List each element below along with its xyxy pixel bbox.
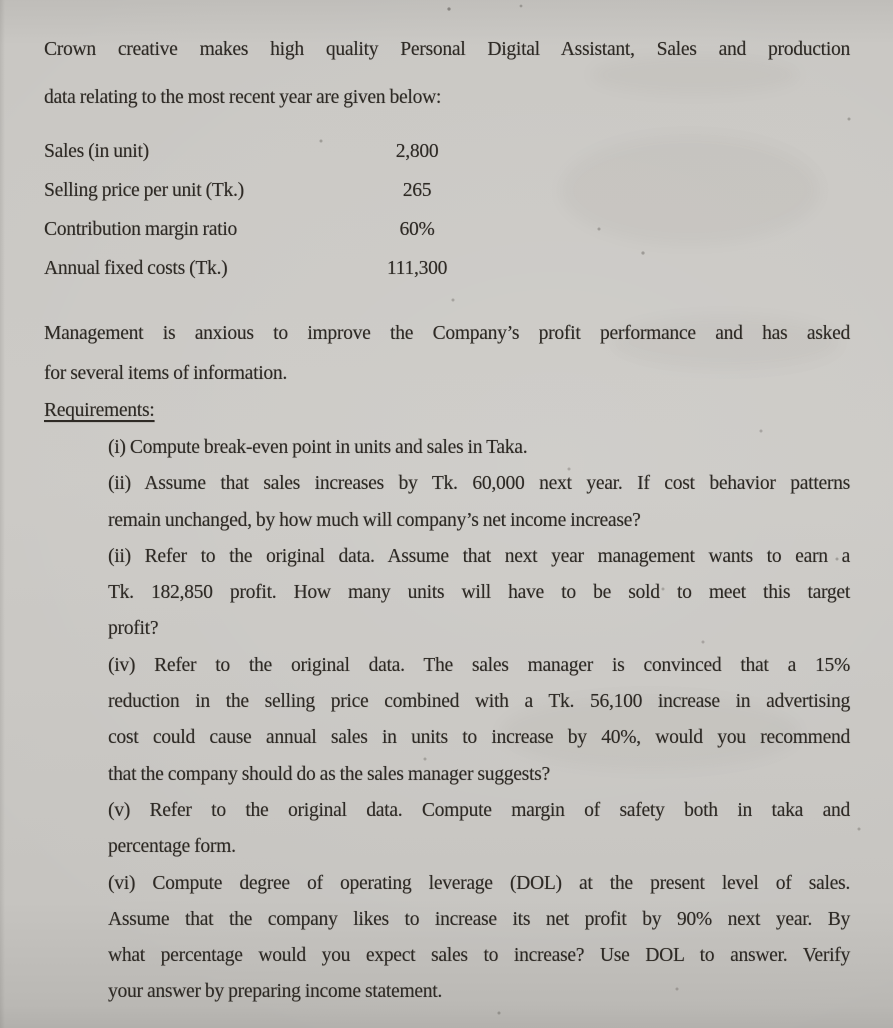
requirement-item — [108, 466, 850, 539]
text-line: what percentage would you expect sales to increase? Use DOL to answer. Verify — [108, 945, 850, 967]
data-row — [44, 249, 850, 288]
requirements-heading: Requirements: — [44, 400, 155, 421]
text-line: (i) Compute break-even point in units and sales in Taka. — [108, 437, 528, 458]
data-row-value: 111,300 — [386, 258, 448, 279]
text-line: your answer by preparing income statement. — [108, 981, 443, 1003]
text-line: (v) Refer to the original data. Compute margin of safety both in taka and — [108, 799, 850, 821]
text-line: remain unchanged, by how much will company’s net income increase? — [108, 509, 641, 531]
data-row — [44, 210, 850, 249]
requirement-item — [108, 430, 850, 466]
text-line: that the company should do as the sales manager suggests? — [108, 763, 550, 785]
data-row-label: Selling price per unit (Tk.) — [44, 180, 244, 201]
data-row — [44, 171, 850, 210]
requirements-list — [108, 430, 850, 1011]
text-line: cost could cause annual sales in units to increase by 40%, would you recommend — [108, 727, 850, 749]
requirement-item — [108, 866, 850, 1011]
requirement-item — [108, 648, 850, 793]
text-line: (ii) Assume that sales increases by Tk. 60,000 next year. If cost behavior patterns — [108, 473, 850, 495]
sales-data-table — [44, 132, 850, 288]
requirements-heading-row — [44, 396, 850, 426]
text-line: Tk. 182,850 profit. How many units will have to be sold to meet this target — [108, 582, 850, 604]
text-line: percentage form. — [108, 836, 236, 858]
data-row-label: Sales (in unit) — [44, 141, 149, 162]
text-line: (ii) Refer to the original data. Assume that next year management wants to earn a — [108, 545, 850, 567]
text-line: (vi) Compute degree of operating leverage (DOL) at the present level of sales. — [108, 872, 850, 894]
data-row-value: 2,800 — [395, 141, 439, 162]
requirement-item — [108, 793, 850, 866]
data-row — [44, 132, 850, 171]
text-line: Assume that the company likes to increase its net profit by 90% next year. By — [108, 908, 850, 930]
text-line: (iv) Refer to the original data. The sales manager is convinced that a 15% — [108, 654, 850, 676]
text-line: data relating to the most recent year are given below: — [44, 87, 442, 108]
requirement-item — [108, 539, 850, 648]
data-row-label: Annual fixed costs (Tk.) — [44, 258, 228, 279]
text-line: Management is anxious to improve the Company’s profit performance and has asked — [44, 323, 850, 344]
management-note-paragraph — [44, 314, 850, 394]
text-line: Crown creative makes high quality Personal Digital Assistant, Sales and production — [44, 39, 850, 60]
data-row-value: 265 — [402, 180, 432, 201]
text-line: for several items of information. — [44, 363, 288, 384]
data-row-label: Contribution margin ratio — [44, 219, 237, 240]
data-row-value: 60% — [399, 219, 435, 240]
text-line: reduction in the selling price combined with a Tk. 56,100 increase in advertising — [108, 691, 850, 713]
intro-paragraph — [44, 26, 850, 122]
text-line: profit? — [108, 618, 159, 640]
